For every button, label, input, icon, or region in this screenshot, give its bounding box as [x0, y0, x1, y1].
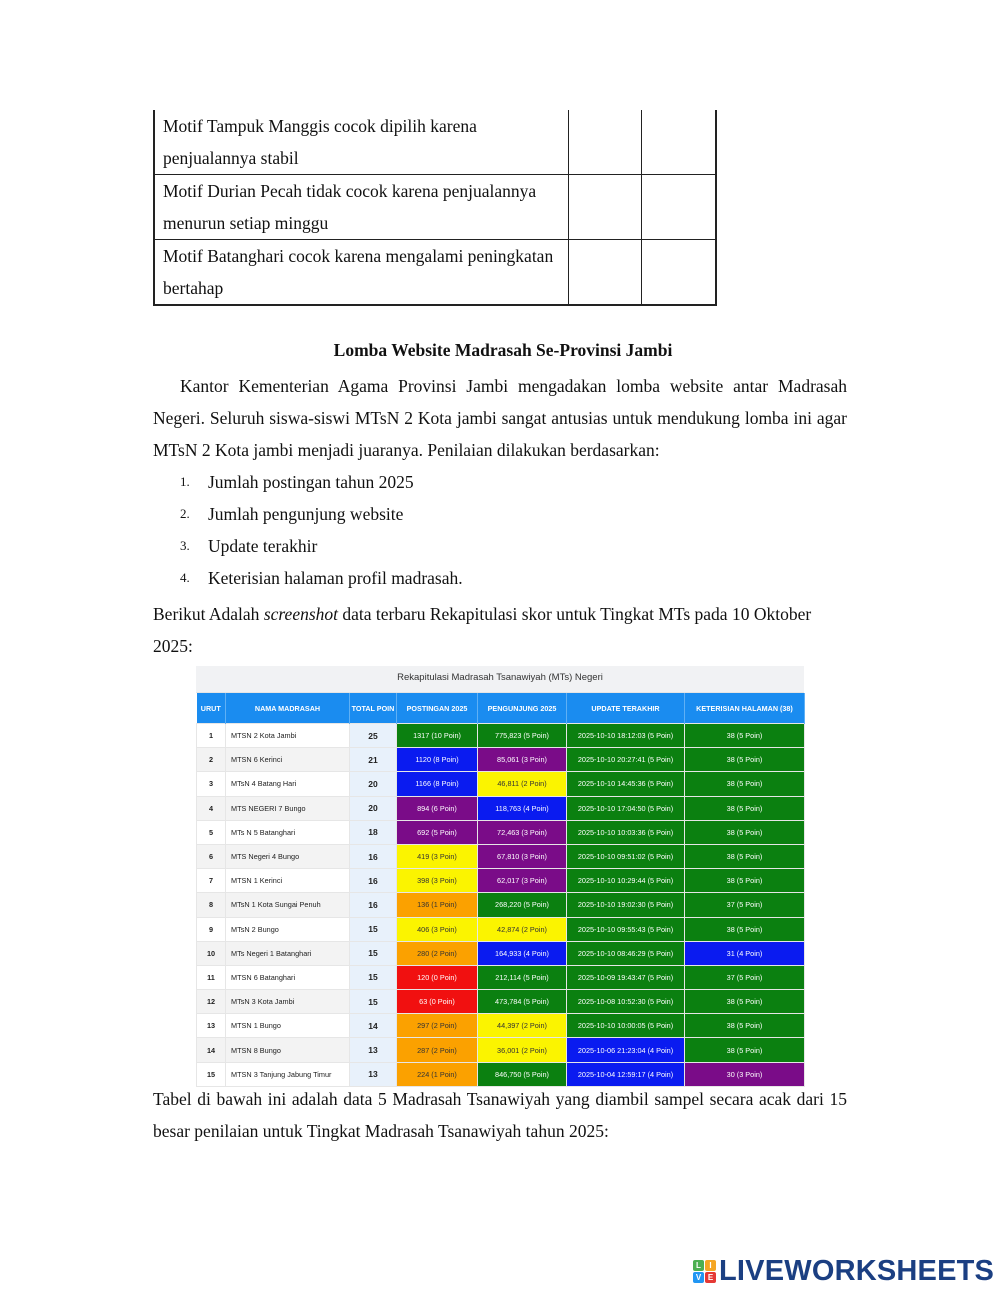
header-urut: URUT: [197, 693, 226, 724]
rekap-cell-peng: 473,784 (5 Poin): [478, 990, 567, 1014]
rekap-title: Rekapitulasi Madrasah Tsanawiyah (MTs) Negeri: [196, 666, 804, 693]
rekap-cell-urut: 2: [197, 748, 226, 772]
rekap-cell-nama: MTSN 3 Tanjung Jabung Timur: [226, 1062, 350, 1086]
rekap-cell-total: 15: [350, 917, 397, 941]
rekap-cell-upd: 2025-10-09 19:43:47 (5 Poin): [567, 965, 685, 989]
rekap-cell-nama: MTSN 2 Kota Jambi: [226, 724, 350, 748]
rekap-cell-ket: 38 (5 Poin): [685, 796, 805, 820]
rekap-row: [197, 869, 805, 893]
rekap-cell-ket: 38 (5 Poin): [685, 1014, 805, 1038]
rekap-cell-total: 15: [350, 990, 397, 1014]
rekap-cell-nama: MTs Negeri 1 Batanghari: [226, 941, 350, 965]
rekap-cell-peng: 164,933 (4 Poin): [478, 941, 567, 965]
rekap-cell-nama: MTsN 1 Kota Sungai Penuh: [226, 893, 350, 917]
rekap-row: [197, 941, 805, 965]
rekap-row: [197, 844, 805, 868]
rekap-cell-urut: 5: [197, 820, 226, 844]
rekap-cell-ket: 37 (5 Poin): [685, 965, 805, 989]
header-postingan: POSTINGAN 2025: [397, 693, 478, 724]
rekap-cell-post: 419 (3 Poin): [397, 844, 478, 868]
rekap-cell-total: 20: [350, 772, 397, 796]
rekap-cell-ket: 38 (5 Poin): [685, 917, 805, 941]
rekap-cell-nama: MTsN 3 Kota Jambi: [226, 990, 350, 1014]
rekap-cell-urut: 10: [197, 941, 226, 965]
rekap-cell-urut: 8: [197, 893, 226, 917]
rekap-cell-nama: MTS NEGERI 7 Bungo: [226, 796, 350, 820]
rekap-cell-peng: 85,061 (3 Poin): [478, 748, 567, 772]
answer-cell[interactable]: [568, 110, 642, 175]
rekap-cell-post: 120 (0 Poin): [397, 965, 478, 989]
rekap-cell-ket: 37 (5 Poin): [685, 893, 805, 917]
rekap-cell-post: 63 (0 Poin): [397, 990, 478, 1014]
rekap-cell-post: 894 (6 Poin): [397, 796, 478, 820]
rekap-row: [197, 917, 805, 941]
rekap-cell-urut: 11: [197, 965, 226, 989]
rekap-cell-post: 398 (3 Poin): [397, 869, 478, 893]
criteria-item: 3. Update terakhir: [180, 536, 318, 556]
header-total: TOTAL POIN: [350, 693, 397, 724]
rekap-row: [197, 990, 805, 1014]
rekap-cell-total: 16: [350, 893, 397, 917]
rekap-row: [197, 748, 805, 772]
rekap-cell-urut: 13: [197, 1014, 226, 1038]
rekap-cell-total: 18: [350, 820, 397, 844]
rekap-cell-peng: 42,874 (2 Poin): [478, 917, 567, 941]
evaluation-table: [153, 110, 717, 306]
rekap-row: [197, 796, 805, 820]
rekap-cell-ket: 38 (5 Poin): [685, 990, 805, 1014]
header-nama: NAMA MADRASAH: [226, 693, 350, 724]
logo-letter: I: [705, 1260, 716, 1271]
screenshot-intro: Berikut Adalah screenshot data terbaru Rekapitulasi skor untuk Tingkat MTs pada 10 Oktober 2025:: [153, 604, 812, 656]
rekap-cell-urut: 14: [197, 1038, 226, 1062]
rekap-row: [197, 1038, 805, 1062]
rekap-cell-ket: 30 (3 Poin): [685, 1062, 805, 1086]
rekap-cell-post: 224 (1 Poin): [397, 1062, 478, 1086]
answer-cell[interactable]: [642, 175, 716, 240]
rekap-cell-urut: 1: [197, 724, 226, 748]
header-update: UPDATE TERAKHIR: [567, 693, 685, 724]
logo-letter: V: [693, 1272, 704, 1283]
rekap-cell-peng: 118,763 (4 Poin): [478, 796, 567, 820]
statement-cell: Motif Tampuk Manggis cocok dipilih karena penjualannya stabil: [154, 110, 568, 175]
logo-letter: E: [705, 1272, 716, 1283]
rekap-cell-ket: 38 (5 Poin): [685, 844, 805, 868]
header-keterisian: KETERISIAN HALAMAN (38): [685, 693, 805, 724]
rekap-cell-ket: 38 (5 Poin): [685, 869, 805, 893]
rekap-cell-total: 25: [350, 724, 397, 748]
rekap-cell-upd: 2025-10-10 18:12:03 (5 Poin): [567, 724, 685, 748]
rekap-row: [197, 772, 805, 796]
rekap-cell-peng: 212,114 (5 Poin): [478, 965, 567, 989]
rekap-cell-urut: 7: [197, 869, 226, 893]
rekap-cell-post: 1120 (8 Poin): [397, 748, 478, 772]
rekap-cell-total: 15: [350, 965, 397, 989]
rekap-cell-upd: 2025-10-10 17:04:50 (5 Poin): [567, 796, 685, 820]
rekap-cell-ket: 38 (5 Poin): [685, 724, 805, 748]
rekap-cell-upd: 2025-10-10 09:55:43 (5 Poin): [567, 917, 685, 941]
rekap-cell-post: 287 (2 Poin): [397, 1038, 478, 1062]
rekap-cell-nama: MTS Negeri 4 Bungo: [226, 844, 350, 868]
rekap-cell-total: 15: [350, 941, 397, 965]
liveworksheets-logo: [693, 1255, 994, 1288]
rekap-cell-peng: 67,810 (3 Poin): [478, 844, 567, 868]
rekap-cell-post: 280 (2 Poin): [397, 941, 478, 965]
rekap-cell-upd: 2025-10-04 12:59:17 (4 Poin): [567, 1062, 685, 1086]
rekap-cell-urut: 6: [197, 844, 226, 868]
rekap-cell-post: 1166 (8 Poin): [397, 772, 478, 796]
rekap-cell-upd: 2025-10-10 20:27:41 (5 Poin): [567, 748, 685, 772]
rekap-cell-nama: MTSN 1 Kerinci: [226, 869, 350, 893]
rekap-cell-post: 136 (1 Poin): [397, 893, 478, 917]
rekap-cell-total: 13: [350, 1038, 397, 1062]
statement-cell: Motif Durian Pecah tidak cocok karena penjualannya menurun setiap minggu: [154, 175, 568, 240]
criteria-list: [180, 466, 463, 594]
answer-cell[interactable]: [568, 175, 642, 240]
rekap-cell-upd: 2025-10-06 21:23:04 (4 Poin): [567, 1038, 685, 1062]
rekap-cell-nama: MTSN 6 Kerinci: [226, 748, 350, 772]
rekap-cell-post: 406 (3 Poin): [397, 917, 478, 941]
criteria-item: 2. Jumlah pengunjung website: [180, 504, 404, 524]
rekap-cell-upd: 2025-10-10 10:29:44 (5 Poin): [567, 869, 685, 893]
section-heading: Lomba Website Madrasah Se-Provinsi Jambi: [333, 340, 673, 360]
rekap-row: [197, 820, 805, 844]
rekap-cell-urut: 4: [197, 796, 226, 820]
rekap-cell-ket: 38 (5 Poin): [685, 820, 805, 844]
rekap-cell-total: 16: [350, 869, 397, 893]
rekap-cell-nama: MTsN 2 Bungo: [226, 917, 350, 941]
rekap-cell-peng: 44,397 (2 Poin): [478, 1014, 567, 1038]
rekap-cell-upd: 2025-10-10 10:00:05 (5 Poin): [567, 1014, 685, 1038]
rekap-row: [197, 965, 805, 989]
criteria-item: 4. Keterisian halaman profil madrasah.: [180, 568, 463, 588]
rekap-cell-post: 692 (5 Poin): [397, 820, 478, 844]
rekap-cell-peng: 846,750 (5 Poin): [478, 1062, 567, 1086]
criteria-item: 1. Jumlah postingan tahun 2025: [180, 472, 414, 492]
rekap-row: [197, 893, 805, 917]
rekap-cell-nama: MTs N 5 Batanghari: [226, 820, 350, 844]
logo-text: LIVEWORKSHEETS: [719, 1255, 995, 1287]
rekap-cell-peng: 775,823 (5 Poin): [478, 724, 567, 748]
header-pengunjung: PENGUNJUNG 2025: [478, 693, 567, 724]
rekap-cell-total: 13: [350, 1062, 397, 1086]
rekap-cell-peng: 268,220 (5 Poin): [478, 893, 567, 917]
rekap-cell-urut: 9: [197, 917, 226, 941]
rekap-cell-total: 21: [350, 748, 397, 772]
rekap-cell-nama: MTSN 6 Batanghari: [226, 965, 350, 989]
logo-letter: L: [693, 1260, 704, 1271]
statement-cell: Motif Batanghari cocok karena mengalami peningkatan bertahap: [154, 240, 568, 306]
rekap-cell-upd: 2025-10-10 10:03:36 (5 Poin): [567, 820, 685, 844]
answer-cell[interactable]: [568, 240, 642, 306]
rekap-cell-upd: 2025-10-10 14:45:36 (5 Poin): [567, 772, 685, 796]
answer-cell[interactable]: [642, 240, 716, 306]
rekap-cell-ket: 31 (4 Poin): [685, 941, 805, 965]
rekap-header-row: [197, 693, 805, 724]
rekap-cell-total: 16: [350, 844, 397, 868]
rekap-cell-ket: 38 (5 Poin): [685, 772, 805, 796]
rekap-cell-post: 297 (2 Poin): [397, 1014, 478, 1038]
live-icon: [693, 1260, 716, 1283]
rekap-row: [197, 1014, 805, 1038]
evaluation-row: [154, 110, 716, 175]
rekap-row: [197, 724, 805, 748]
rekap-cell-post: 1317 (10 Poin): [397, 724, 478, 748]
rekap-cell-peng: 36,001 (2 Poin): [478, 1038, 567, 1062]
rekap-cell-nama: MTsN 4 Batang Hari: [226, 772, 350, 796]
rekap-cell-upd: 2025-10-08 10:52:30 (5 Poin): [567, 990, 685, 1014]
rekap-cell-total: 14: [350, 1014, 397, 1038]
rekap-cell-urut: 15: [197, 1062, 226, 1086]
rekap-cell-peng: 72,463 (3 Poin): [478, 820, 567, 844]
rekap-cell-peng: 62,017 (3 Poin): [478, 869, 567, 893]
closing-paragraph: Tabel di bawah ini adalah data 5 Madrasah Tsanawiyah yang diambil sampel secara acak dari 15 besar penilaian untuk Tingkat Madrasah Tsanawiyah tahun 2025:: [153, 1089, 847, 1141]
answer-cell[interactable]: [642, 110, 716, 175]
evaluation-row: [154, 240, 716, 306]
evaluation-row: [154, 175, 716, 240]
rekap-cell-nama: MTSN 1 Bungo: [226, 1014, 350, 1038]
rekap-table: [196, 693, 805, 1087]
rekap-cell-ket: 38 (5 Poin): [685, 748, 805, 772]
rekap-cell-peng: 46,811 (2 Poin): [478, 772, 567, 796]
rekap-cell-urut: 3: [197, 772, 226, 796]
rekap-cell-upd: 2025-10-10 19:02:30 (5 Poin): [567, 893, 685, 917]
intro-paragraph: Kantor Kementerian Agama Provinsi Jambi mengadakan lomba website antar Madrasah Negeri. Seluruh siswa-siswi MTsN 2 Kota jambi sangat antusias untuk mendukung lomba ini agar MTsN 2 Kota jambi menjadi juaranya. Penilaian dilakukan berdasarkan:: [153, 376, 847, 460]
rekap-cell-upd: 2025-10-10 09:51:02 (5 Poin): [567, 844, 685, 868]
rekap-cell-ket: 38 (5 Poin): [685, 1038, 805, 1062]
rekap-cell-urut: 12: [197, 990, 226, 1014]
rekap-cell-upd: 2025-10-10 08:46:29 (5 Poin): [567, 941, 685, 965]
rekap-screenshot: [196, 666, 804, 1087]
rekap-cell-nama: MTSN 8 Bungo: [226, 1038, 350, 1062]
rekap-cell-total: 20: [350, 796, 397, 820]
